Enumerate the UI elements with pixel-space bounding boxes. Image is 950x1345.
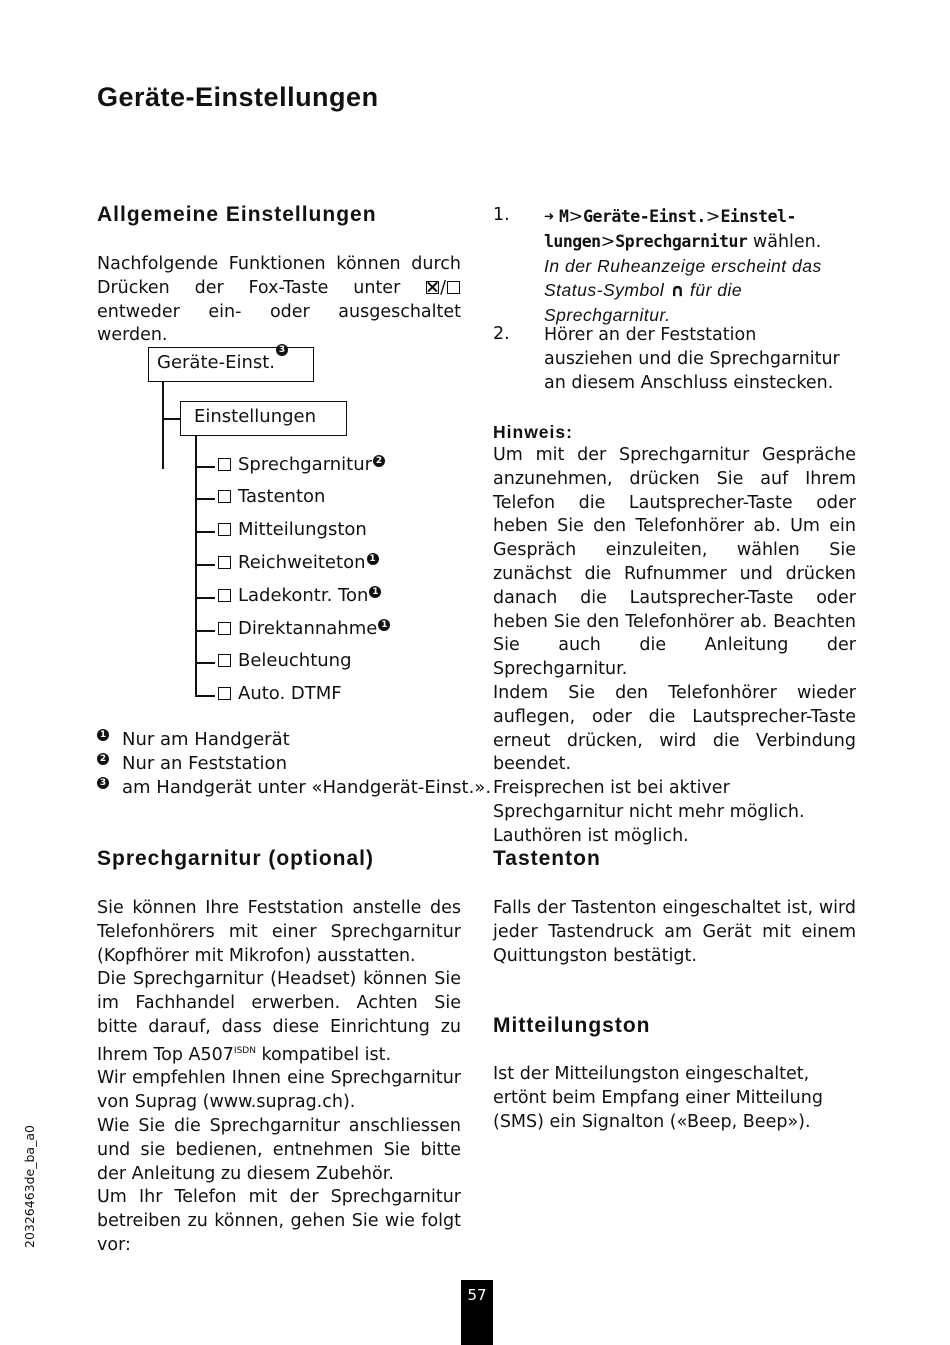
tree-item-tastenton <box>218 486 325 507</box>
step-2-text: Hörer an der Feststation ausziehen und die Sprechgarnitur an diesem Anschluss einstecken. <box>544 325 840 393</box>
tree-item-sprechgarnitur <box>218 454 385 475</box>
hinweis-p1: Um mit der Sprechgarnitur Gespräche anzunehmen, drücken Sie auf Ihrem Telefon die Lautsprecher-Taste oder heben Sie den Telefonhörer ab. Um ein Gespräch einzuleiten, wählen Sie zunächst die Rufnummer und drücken danach die Lautsprecher-Taste oder heben Sie den Telefonhörer ab. Beachten Sie auch die Anleitung der Sprechgarnitur. <box>493 445 856 680</box>
checkbox-icon <box>218 458 231 471</box>
intro-text-a: Nachfolgende Funktionen können durch Drücken der Fox-Taste unter <box>97 254 461 298</box>
menu-path-geraete: Geräte-Einst. <box>583 207 706 226</box>
footnote-marker-icon: 2 <box>373 455 385 467</box>
menu-path-lungen: lungen <box>544 231 601 251</box>
hinweis-block <box>493 420 856 849</box>
section-heading-tastenton: Tastenton <box>493 847 601 870</box>
menu-path-sprechgarnitur: Sprechgarnitur <box>615 231 748 251</box>
tree-root-box <box>148 347 314 382</box>
footnote-marker-icon: 3 <box>276 344 288 356</box>
hinweis-p2: Indem Sie den Telefonhörer wieder auflegen, oder die Lautsprecher-Taste erneut drücken, wird die Verbindung beendet. <box>493 682 856 775</box>
footnote-text: am Handgerät unter «Handgerät-Einst.». <box>122 777 492 798</box>
intro-slash: / <box>440 277 446 298</box>
menu-separator: > <box>600 231 616 252</box>
step-1-note-a: In der Ruheanzeige erscheint das Status-Symbol <box>544 255 822 301</box>
unchecked-box-icon <box>447 281 460 294</box>
footnote-marker-icon: 3 <box>97 777 109 789</box>
step-1-note-b: für die Sprechgarnitur. <box>544 280 743 326</box>
tree-item-direktannahme <box>218 618 390 639</box>
page-title: Geräte-Einstellungen <box>97 82 379 112</box>
tree-connector <box>162 418 180 420</box>
arrow-right-icon: ➜ <box>544 207 554 226</box>
hinweis-label: Hinweis: <box>493 422 573 442</box>
checkbox-icon <box>218 589 231 602</box>
general-intro <box>97 253 461 348</box>
tree-item-label: Mitteilungston <box>238 519 367 540</box>
tree-branch <box>195 498 215 500</box>
tree-branch <box>195 564 215 566</box>
tree-branch <box>195 695 215 697</box>
tastenton-text: Falls der Tastenton eingeschaltet ist, wird jeder Tastendruck am Gerät mit einem Quittungston bestätigt. <box>493 898 856 966</box>
section-heading-mitteilungston: Mitteilungston <box>493 1014 651 1037</box>
checkbox-icon <box>218 622 231 635</box>
menu-path-einstel: Einstel- <box>720 207 796 226</box>
tree-child-box <box>180 401 347 436</box>
tree-item-beleuchtung <box>218 650 352 671</box>
headset-status-icon: ∩ <box>664 281 685 302</box>
sprechgarnitur-p2 <box>97 968 461 1067</box>
tree-root-label: Geräte-Einst. <box>157 352 276 373</box>
sprechgarnitur-p3: Wir empfehlen Ihnen eine Sprechgarnitur von Suprag (www.suprag.ch). <box>97 1068 461 1113</box>
tree-branch <box>195 466 215 468</box>
sprechgarnitur-p1: Sie können Ihre Feststation anstelle des Telefonhörers mit einer Sprechgarnitur (Kopfhörer mit Mikrofon) ausstatten. <box>97 898 461 966</box>
footnote-1 <box>97 729 290 750</box>
checkbox-icon <box>218 654 231 667</box>
footnote-marker-icon: 1 <box>369 586 381 598</box>
tree-child-label: Einstellungen <box>194 406 317 427</box>
menu-path-m: M <box>559 207 569 226</box>
menu-separator: > <box>568 207 584 227</box>
sprechgarnitur-p5: Um Ihr Telefon mit der Sprechgarnitur betreiben zu können, gehen Sie wie folgt vor: <box>97 1187 461 1255</box>
tree-item-auto-dtmf <box>218 683 342 704</box>
checkbox-icon <box>218 523 231 536</box>
step-1-number: 1. <box>493 205 510 225</box>
tree-connector <box>162 382 164 469</box>
footnote-text: Nur an Feststation <box>122 753 287 774</box>
tree-item-label: Direktannahme <box>238 618 378 639</box>
tree-item-label: Auto. DTMF <box>238 683 342 704</box>
tree-item-mitteilungston <box>218 519 367 540</box>
tree-connector <box>195 436 197 696</box>
tree-item-reichweiteton <box>218 552 379 573</box>
checkbox-icon <box>218 687 231 700</box>
tree-branch <box>195 662 215 664</box>
section-heading-sprechgarnitur: Sprechgarnitur (optional) <box>97 847 374 870</box>
tree-item-label: Sprechgarnitur <box>238 454 373 475</box>
step-2-number: 2. <box>493 324 510 344</box>
step-1-tail: wählen. <box>747 231 822 252</box>
tree-branch <box>195 597 215 599</box>
tree-branch <box>195 630 215 632</box>
document-code: 20326463de_ba_a0 <box>22 1125 37 1248</box>
checkbox-icon <box>218 556 231 569</box>
mitteilungston-text: Ist der Mitteilungston eingeschaltet, ertönt beim Empfang einer Mitteilung (SMS) ein Signalton («Beep, Beep»). <box>493 1064 823 1132</box>
sprechgarnitur-p2a: Die Sprechgarnitur (Headset) können Sie im Fachhandel erwerben. Achten Sie bitte darauf, dass diese Einrichtung zu Ihrem Top A507 <box>97 969 461 1065</box>
tree-item-label: Reichweiteton <box>238 552 366 573</box>
isdn-superscript: ISDN <box>233 1045 256 1056</box>
checkbox-icon <box>218 490 231 503</box>
sprechgarnitur-p4: Wie Sie die Sprechgarnitur anschliessen und sie bedienen, entnehmen Sie bitte der Anleitung zu diesem Zubehör. <box>97 1116 461 1184</box>
checked-box-icon <box>426 281 439 294</box>
footnote-3 <box>97 777 491 798</box>
footnote-marker-icon: 1 <box>378 619 390 631</box>
footnote-text: Nur am Handgerät <box>122 729 290 750</box>
hinweis-p3: Freisprechen ist bei aktiver Sprechgarnitur nicht mehr möglich. Lauthören ist möglich. <box>493 778 805 846</box>
intro-text-b: entweder ein- oder ausgeschaltet werden. <box>97 301 461 346</box>
menu-separator: > <box>705 207 721 227</box>
tree-item-label: Ladekontr. Ton <box>238 585 369 606</box>
section-heading-general: Allgemeine Einstellungen <box>97 203 377 226</box>
sprechgarnitur-p2b: kompatibel ist. <box>255 1044 392 1065</box>
tree-branch <box>195 531 215 533</box>
tree-item-ladekontr <box>218 585 381 606</box>
tree-item-label: Tastenton <box>238 486 326 507</box>
step-1-text <box>544 205 859 329</box>
footnote-2 <box>97 753 287 774</box>
page-number: 57 <box>461 1280 493 1345</box>
footnote-marker-icon: 1 <box>367 553 379 565</box>
tree-item-label: Beleuchtung <box>238 650 352 671</box>
footnote-marker-icon: 2 <box>97 753 109 765</box>
footnote-marker-icon: 1 <box>97 729 109 741</box>
sprechgarnitur-body <box>97 897 461 1258</box>
